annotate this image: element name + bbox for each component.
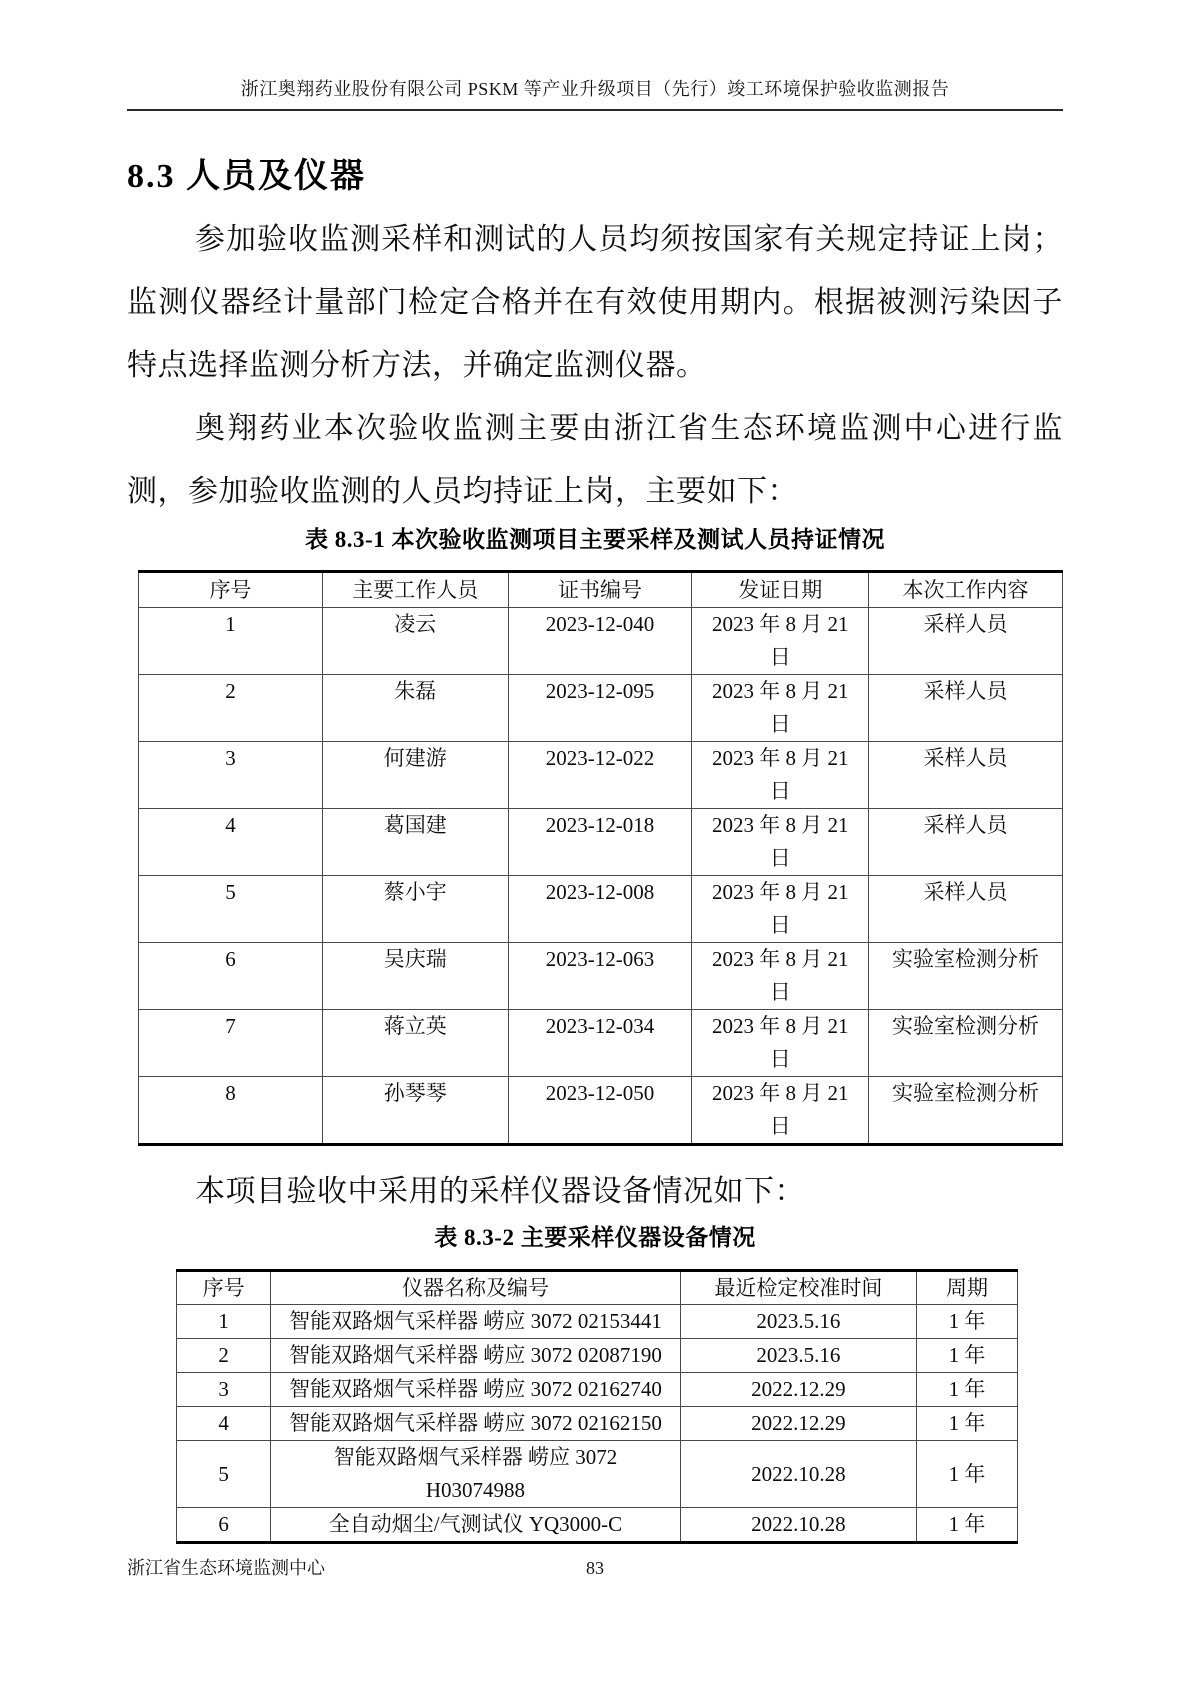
table-cell: 实验室检测分析 (868, 1077, 1062, 1145)
table-cell: 全自动烟尘/气测试仪 YQ3000-C (271, 1508, 681, 1543)
header-rule (127, 109, 1063, 111)
footer-organization: 浙江省生态环境监测中心 (127, 1558, 325, 1578)
page-footer (127, 1556, 1063, 1580)
table-cell: 2023 年 8 月 21 日 (692, 608, 868, 675)
table-cell: 2023 年 8 月 21 日 (692, 876, 868, 943)
column-header: 最近检定校准时间 (680, 1271, 916, 1305)
table-cell: 智能双路烟气采样器 崂应 3072 02162740 (271, 1373, 681, 1407)
table-cell: 智能双路烟气采样器 崂应 3072 02153441 (271, 1305, 681, 1339)
table-cell: 采样人员 (868, 809, 1062, 876)
table-row (139, 876, 1063, 943)
table-row (177, 1373, 1018, 1407)
table-cell: 1 年 (917, 1305, 1018, 1339)
table-cell: 2022.12.29 (680, 1407, 916, 1441)
table-cell: 1 年 (917, 1407, 1018, 1441)
table-cell: 2022.12.29 (680, 1373, 916, 1407)
table-cell: 2023-12-050 (508, 1077, 692, 1145)
equipment-table-caption: 表 8.3-2 主要采样仪器设备情况 (434, 1225, 756, 1250)
paragraph-monitoring-center: 奥翔药业本次验收监测主要由浙江省生态环境监测中心进行监测，参加验收监测的人员均持证上岗，主要如下： (127, 412, 1063, 508)
table-row (139, 742, 1063, 809)
table-cell: 2023 年 8 月 21 日 (692, 742, 868, 809)
table-cell: 蒋立英 (322, 1010, 508, 1077)
table-cell: 吴庆瑞 (322, 943, 508, 1010)
table-cell: 5 (139, 876, 323, 943)
column-header: 仪器名称及编号 (271, 1271, 681, 1305)
table-cell: 2023 年 8 月 21 日 (692, 675, 868, 742)
table-row (139, 943, 1063, 1010)
table-cell: 3 (139, 742, 323, 809)
table-cell: 2 (177, 1339, 271, 1373)
table-cell: 智能双路烟气采样器 崂应 3072 02162150 (271, 1407, 681, 1441)
table-cell: 2023-12-095 (508, 675, 692, 742)
table-cell: 1 (177, 1305, 271, 1339)
personnel-table-caption: 表 8.3-1 本次验收监测项目主要采样及测试人员持证情况 (305, 527, 885, 552)
column-header: 发证日期 (692, 572, 868, 608)
table-row (139, 1077, 1063, 1145)
table-cell: 采样人员 (868, 876, 1062, 943)
table-row (177, 1508, 1018, 1543)
table-cell: 智能双路烟气采样器 崂应 3072 02087190 (271, 1339, 681, 1373)
table-cell: 2023.5.16 (680, 1339, 916, 1373)
equipment-table (176, 1269, 1018, 1544)
table-row (177, 1407, 1018, 1441)
table-cell: 2023 年 8 月 21 日 (692, 943, 868, 1010)
table-cell: 1 年 (917, 1373, 1018, 1407)
table-cell: 2023-12-022 (508, 742, 692, 809)
table-cell: 1 (139, 608, 323, 675)
table-cell: 2023 年 8 月 21 日 (692, 1077, 868, 1145)
table-cell: 朱磊 (322, 675, 508, 742)
table-cell: 7 (139, 1010, 323, 1077)
table-cell: 2023 年 8 月 21 日 (692, 809, 868, 876)
table-cell: 6 (177, 1508, 271, 1543)
table-header-row (177, 1271, 1018, 1305)
table-cell: 3 (177, 1373, 271, 1407)
column-header: 证书编号 (508, 572, 692, 608)
table-cell: 2023-12-040 (508, 608, 692, 675)
column-header: 本次工作内容 (868, 572, 1062, 608)
table-cell: 何建游 (322, 742, 508, 809)
table-cell: 2023-12-008 (508, 876, 692, 943)
table-cell: 4 (177, 1407, 271, 1441)
table-cell: 2023-12-018 (508, 809, 692, 876)
table-cell: 8 (139, 1077, 323, 1145)
table-cell: 1 年 (917, 1508, 1018, 1543)
table-row (139, 1010, 1063, 1077)
section-heading: 8.3 人员及仪器 (127, 158, 366, 195)
personnel-table (138, 570, 1063, 1146)
table-cell: 2022.10.28 (680, 1508, 916, 1543)
column-header: 周期 (917, 1271, 1018, 1305)
table-cell: 2022.10.28 (680, 1441, 916, 1508)
table-cell: 6 (139, 943, 323, 1010)
table-cell: 采样人员 (868, 742, 1062, 809)
table-cell: 2023-12-034 (508, 1010, 692, 1077)
running-header-title: 浙江奥翔药业股份有限公司 PSKM 等产业升级项目（先行）竣工环境保护验收监测报告 (240, 79, 950, 99)
table-row (177, 1339, 1018, 1373)
column-header: 主要工作人员 (322, 572, 508, 608)
table-cell: 蔡小宇 (322, 876, 508, 943)
column-header: 序号 (139, 572, 323, 608)
table-row (139, 675, 1063, 742)
table-row (177, 1441, 1018, 1508)
table-cell: 采样人员 (868, 675, 1062, 742)
table-cell: 2 (139, 675, 323, 742)
table-cell: 孙琴琴 (322, 1077, 508, 1145)
table-header-row (139, 572, 1063, 608)
table-cell: 2023.5.16 (680, 1305, 916, 1339)
table-cell: 2023 年 8 月 21 日 (692, 1010, 868, 1077)
table-cell: 采样人员 (868, 608, 1062, 675)
column-header: 序号 (177, 1271, 271, 1305)
table-cell: 智能双路烟气采样器 崂应 3072 H03074988 (271, 1441, 681, 1508)
table-cell: 凌云 (322, 608, 508, 675)
paragraph-equipment-intro: 本项目验收中采用的采样仪器设备情况如下： (195, 1175, 805, 1208)
table-row (139, 608, 1063, 675)
table-row (139, 809, 1063, 876)
table-cell: 2023-12-063 (508, 943, 692, 1010)
table-cell: 5 (177, 1441, 271, 1508)
table-cell: 1 年 (917, 1339, 1018, 1373)
table-cell: 实验室检测分析 (868, 943, 1062, 1010)
paragraph-personnel-requirements: 参加验收监测采样和测试的人员均须按国家有关规定持证上岗；监测仪器经计量部门检定合格并在有效使用期内。根据被测污染因子特点选择监测分析方法，并确定监测仪器。 (127, 223, 1063, 382)
page-number: 83 (586, 1558, 604, 1578)
table-cell: 1 年 (917, 1441, 1018, 1508)
table-cell: 实验室检测分析 (868, 1010, 1062, 1077)
table-row (177, 1305, 1018, 1339)
table-cell: 葛国建 (322, 809, 508, 876)
table-cell: 4 (139, 809, 323, 876)
